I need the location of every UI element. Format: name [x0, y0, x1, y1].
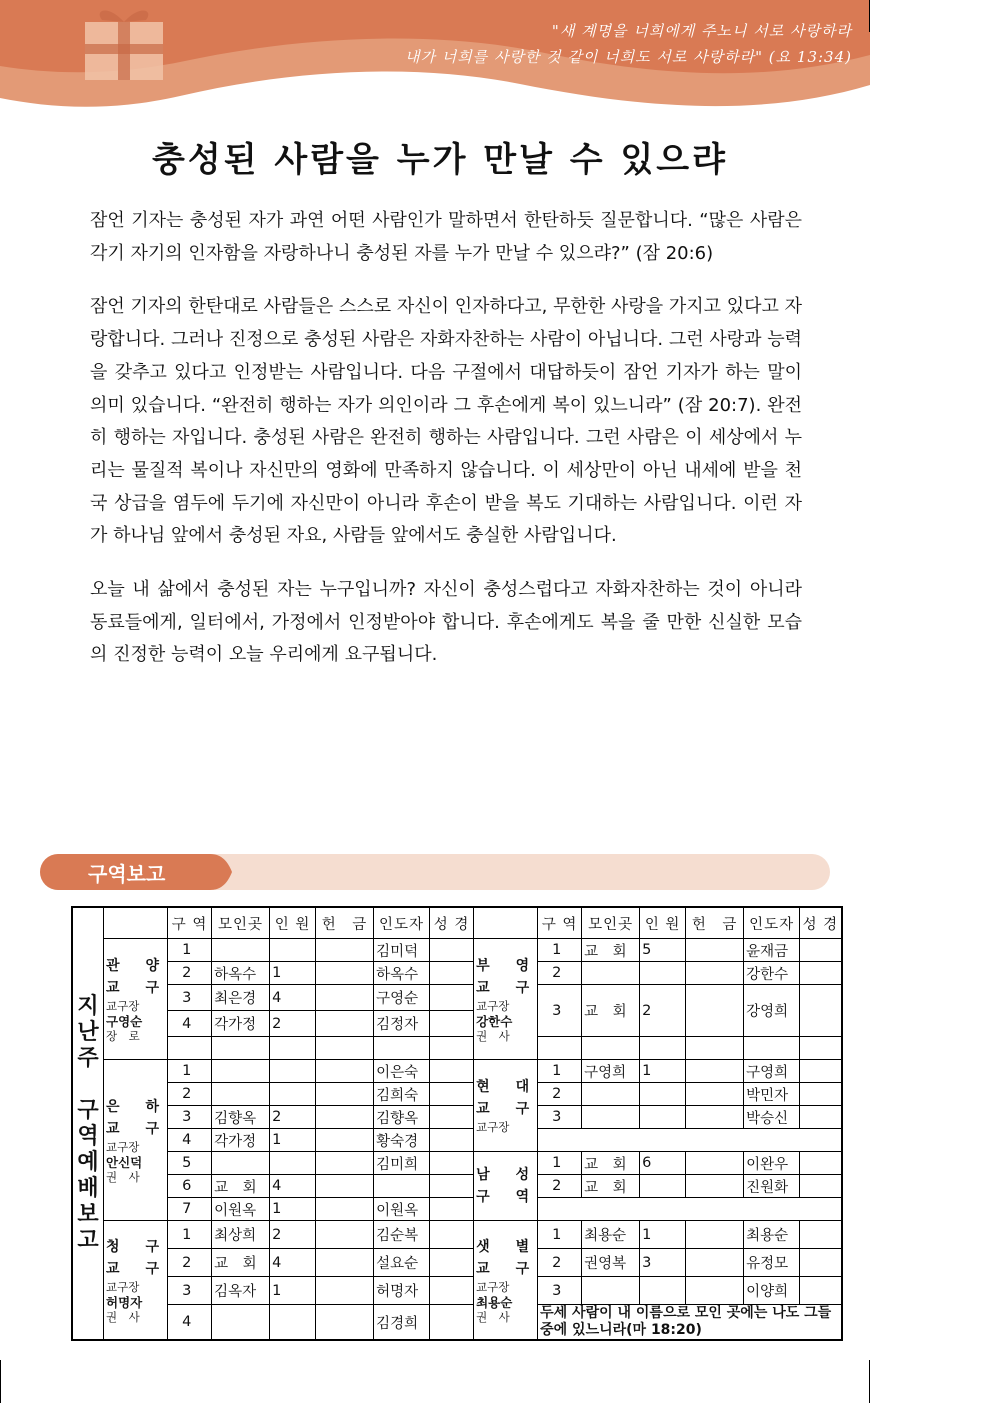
- attendance: [640, 1037, 686, 1060]
- leader: 김경희: [374, 1305, 430, 1341]
- district-report-table: [71, 906, 843, 1341]
- offering: [316, 1175, 374, 1198]
- leader: 유정모: [744, 1249, 800, 1277]
- meeting-place: 구영희: [582, 1060, 640, 1083]
- meeting-place: [212, 1083, 270, 1106]
- verse-line-2: 내가 너희를 사랑한 것 같이 너희도 서로 사랑하라" (요 13:34): [404, 48, 852, 66]
- attendance: 1: [640, 1221, 686, 1249]
- table-row: [72, 1198, 842, 1221]
- column-header: 헌 금: [686, 907, 744, 939]
- leader: 김희숙: [374, 1083, 430, 1106]
- row-number: 1: [168, 1060, 212, 1083]
- scripture-quote: 두세 사람이 내 이름으로 모인 곳에는 나도 그들 중에 있느니라(마 18:20): [538, 1305, 842, 1341]
- leader: 구영희: [744, 1060, 800, 1083]
- district-leader-name: 허명자: [106, 1294, 143, 1310]
- row-number: 2: [168, 1083, 212, 1106]
- district-group-label: [474, 1221, 538, 1341]
- district-leader-role: 교구장: [106, 998, 140, 1013]
- attendance: 2: [270, 1011, 316, 1037]
- verse-line-1: "새 계명을 너희에게 주노니 서로 사랑하라: [551, 22, 852, 40]
- meeting-place: [582, 962, 640, 985]
- meeting-place: 최상희: [212, 1221, 270, 1249]
- district-name: 현 대: [476, 1079, 536, 1095]
- attendance: [270, 1305, 316, 1341]
- attendance: [640, 1083, 686, 1106]
- meeting-place: [582, 1083, 640, 1106]
- attendance: 3: [640, 1249, 686, 1277]
- row-number: 2: [538, 962, 582, 985]
- meeting-place: [212, 1037, 270, 1060]
- scripture: [800, 962, 842, 985]
- row-number: 2: [168, 962, 212, 985]
- table-header-row: [72, 907, 842, 939]
- scripture: [800, 1037, 842, 1060]
- row-number: 4: [168, 1011, 212, 1037]
- offering: [316, 1083, 374, 1106]
- row-number: 3: [538, 1277, 582, 1305]
- district-name: 교 구: [106, 1260, 166, 1277]
- table-row: [72, 1129, 842, 1152]
- scripture: [800, 1175, 842, 1198]
- offering: [316, 1060, 374, 1083]
- district-name: 부 영: [476, 957, 536, 974]
- district-group-label: [474, 939, 538, 1060]
- meeting-place: 각가정: [212, 1011, 270, 1037]
- district-group-label: [104, 1060, 168, 1221]
- row-number: 3: [168, 985, 212, 1011]
- district-group-label: [104, 1221, 168, 1341]
- district-leader-role: 교구장: [106, 1279, 140, 1294]
- district-name: 은 하: [106, 1098, 166, 1115]
- column-header: 모인곳: [582, 907, 640, 939]
- table-row: [72, 1083, 842, 1106]
- meeting-place: 하옥수: [212, 962, 270, 985]
- district-leader-title: 권 사: [476, 1309, 510, 1324]
- meeting-place: [212, 939, 270, 962]
- meeting-place: 교 회: [582, 985, 640, 1037]
- meeting-place: 교 회: [582, 1152, 640, 1175]
- leader: 허명자: [374, 1277, 430, 1305]
- scripture: [430, 1011, 474, 1037]
- scripture: [430, 962, 474, 985]
- district-leader-title: 권 사: [106, 1169, 140, 1184]
- leader: 강영희: [744, 985, 800, 1037]
- offering: [316, 939, 374, 962]
- district-group-label: [104, 939, 168, 1060]
- leader: 강한수: [744, 962, 800, 985]
- scripture: [430, 1249, 474, 1277]
- meeting-place: 교 회: [582, 939, 640, 962]
- scripture: [800, 1060, 842, 1083]
- scripture: [800, 939, 842, 962]
- meeting-place: [212, 1152, 270, 1175]
- table-row: [72, 1277, 842, 1305]
- table-row: [72, 1221, 842, 1249]
- column-header: 헌 금: [316, 907, 374, 939]
- scripture: [430, 1198, 474, 1221]
- meeting-place: [212, 1305, 270, 1341]
- offering: [316, 962, 374, 985]
- row-number: 1: [538, 939, 582, 962]
- meeting-place: [582, 1106, 640, 1129]
- row-number: [538, 1037, 582, 1060]
- row-number: 1: [168, 1221, 212, 1249]
- row-number: 2: [538, 1083, 582, 1106]
- attendance: 6: [640, 1152, 686, 1175]
- table-row: [72, 1249, 842, 1277]
- row-number: 6: [168, 1175, 212, 1198]
- meeting-place: [212, 1060, 270, 1083]
- row-number: [168, 1037, 212, 1060]
- attendance: [640, 1106, 686, 1129]
- leader: 이양희: [744, 1277, 800, 1305]
- district-name: 남 성: [476, 1167, 536, 1183]
- attendance: [270, 1083, 316, 1106]
- scripture: [800, 1083, 842, 1106]
- offering: [316, 1249, 374, 1277]
- leader: 진원화: [744, 1175, 800, 1198]
- table-row: [72, 1175, 842, 1198]
- meeting-place: [582, 1037, 640, 1060]
- leader: 이완우: [744, 1152, 800, 1175]
- attendance: 2: [270, 1106, 316, 1129]
- leader: 김순복: [374, 1221, 430, 1249]
- header-blank: [104, 907, 168, 939]
- meeting-place: 각가정: [212, 1129, 270, 1152]
- column-header: 성 경: [800, 907, 842, 939]
- offering: [686, 962, 744, 985]
- leader: 박승신: [744, 1106, 800, 1129]
- attendance: [270, 1060, 316, 1083]
- offering: [686, 1152, 744, 1175]
- row-number: 3: [168, 1277, 212, 1305]
- scripture: [430, 939, 474, 962]
- scripture: [430, 1305, 474, 1341]
- header-blank: [474, 907, 538, 939]
- leader: [744, 1037, 800, 1060]
- district-leader-title: 권 사: [476, 1028, 510, 1043]
- attendance: 5: [640, 939, 686, 962]
- attendance: 1: [270, 1277, 316, 1305]
- district-name: 교 구: [476, 979, 536, 996]
- scripture: [430, 985, 474, 1011]
- paragraph: 잠언 기자의 한탄대로 사람들은 스스로 자신이 인자하다고, 무한한 사랑을 가지고 있다고 자랑합니다. 그러나 진정으로 충성된 사람은 자화자찬하는 사람이 아닙니다. 그런 사랑과 능력을 갖추고 있다고 인정받는 사람입니다. 다음 구절에서 대답하듯이 잠언 기자가 하는 말이 의미 있습니다. “완전히 행하는 자가 의인이라 그 후손에게 복이 있느니라” (잠 20:7). 완전히 행하는 자입니다. 충성된 사람은 완전히 행하는 사람입니다. 그런 사람은 이 세상에서 누리는 물질적 복이나 자신만의 영화에 만족하지 않습니다. 이 세상만이 아닌 내세에 받을 천국 상급을 염두에 두기에 자신만이 아니라 후손이 받을 복도 기대하는 사람입니다. 이런 자가 하나님 앞에서 충성된 자요, 사람들 앞에서도 충실한 사람입니다.: [90, 296, 803, 547]
- district-name: 샛 별: [476, 1238, 536, 1255]
- offering: [686, 1249, 744, 1277]
- district-name: 교 구: [476, 1101, 536, 1117]
- district-leader-role: 교구장: [476, 1120, 510, 1134]
- district-leader-name: 최용순: [476, 1294, 513, 1310]
- attendance: [270, 939, 316, 962]
- row-number: 2: [168, 1249, 212, 1277]
- column-header: 인도자: [744, 907, 800, 939]
- meeting-place: [582, 1277, 640, 1305]
- offering: [686, 985, 744, 1037]
- table-row: [72, 962, 842, 985]
- meeting-place: 최용순: [582, 1221, 640, 1249]
- scripture: [430, 1277, 474, 1305]
- row-number: 3: [538, 1106, 582, 1129]
- row-number: 3: [168, 1106, 212, 1129]
- attendance: [270, 1152, 316, 1175]
- offering: [686, 1037, 744, 1060]
- meeting-place: 교 회: [212, 1175, 270, 1198]
- row-number: 4: [168, 1305, 212, 1341]
- offering: [686, 1175, 744, 1198]
- scripture: [430, 1129, 474, 1152]
- leader: 이원옥: [374, 1198, 430, 1221]
- district-name: 교 구: [476, 1260, 536, 1277]
- row-number: 5: [168, 1152, 212, 1175]
- leader: 황숙경: [374, 1129, 430, 1152]
- offering: [316, 1305, 374, 1341]
- district-name: 구 역: [476, 1189, 536, 1205]
- page-divider-left-bottom: [0, 1360, 1, 1403]
- district-name: 청 구: [106, 1238, 166, 1255]
- attendance: 1: [270, 1198, 316, 1221]
- article-body: [90, 205, 802, 693]
- offering: [686, 1221, 744, 1249]
- district-name: 교 구: [106, 1120, 166, 1137]
- offering: [316, 1106, 374, 1129]
- attendance: [640, 962, 686, 985]
- scripture: [430, 1152, 474, 1175]
- meeting-place: 권영복: [582, 1249, 640, 1277]
- meeting-place: 최은경: [212, 985, 270, 1011]
- report-side-label: 지 난 주 구 역 예 배 보 고: [72, 907, 104, 1340]
- leader: [374, 1037, 430, 1060]
- leader: 김정자: [374, 1011, 430, 1037]
- leader: 김향옥: [374, 1106, 430, 1129]
- district-leader-role: 교구장: [106, 1139, 140, 1154]
- district-name: 관 양: [106, 957, 166, 974]
- meeting-place: 교 회: [582, 1175, 640, 1198]
- table-row: [72, 939, 842, 962]
- scripture: [800, 1277, 842, 1305]
- attendance: [640, 1175, 686, 1198]
- offering: [686, 1060, 744, 1083]
- district-leader-name: 강한수: [476, 1013, 513, 1029]
- row-number: 3: [538, 985, 582, 1037]
- offering: [316, 1129, 374, 1152]
- meeting-place: 김옥자: [212, 1277, 270, 1305]
- offering: [316, 1198, 374, 1221]
- page-title: 충성된 사람을 누가 만날 수 있으랴: [152, 140, 728, 180]
- column-header: 인 원: [270, 907, 316, 939]
- offering: [686, 939, 744, 962]
- row-number: 2: [538, 1249, 582, 1277]
- leader: [374, 1175, 430, 1198]
- table-row: [72, 1037, 842, 1060]
- scripture: [800, 1221, 842, 1249]
- leader: 윤재금: [744, 939, 800, 962]
- district-leader-name: 구영순: [106, 1013, 143, 1029]
- row-number: 1: [538, 1221, 582, 1249]
- attendance: 1: [640, 1060, 686, 1083]
- page-divider-right-bottom: [869, 1360, 870, 1403]
- district-group-label: [474, 1152, 538, 1221]
- district-leader-role: 교구장: [476, 998, 510, 1013]
- column-header: 인 원: [640, 907, 686, 939]
- leader: 최용순: [744, 1221, 800, 1249]
- attendance: 2: [640, 985, 686, 1037]
- meeting-place: 교 회: [212, 1249, 270, 1277]
- scripture: [430, 1083, 474, 1106]
- table-row: [72, 1152, 842, 1175]
- attendance: 4: [270, 1175, 316, 1198]
- attendance: [640, 1277, 686, 1305]
- attendance: [270, 1037, 316, 1060]
- attendance: 1: [270, 962, 316, 985]
- scripture: [800, 1249, 842, 1277]
- offering: [686, 1083, 744, 1106]
- table-row: [72, 1106, 842, 1129]
- blank-row: [538, 1129, 842, 1152]
- attendance: 1: [270, 1129, 316, 1152]
- page-divider-right: [869, 0, 870, 32]
- district-leader-title: 장 로: [106, 1028, 140, 1043]
- leader: 이은숙: [374, 1060, 430, 1083]
- attendance: 2: [270, 1221, 316, 1249]
- section-title: 구역보고: [88, 862, 166, 886]
- column-header: 구 역: [168, 907, 212, 939]
- district-group-label: [474, 1060, 538, 1152]
- leader: 설요순: [374, 1249, 430, 1277]
- column-header: 구 역: [538, 907, 582, 939]
- column-header: 인도자: [374, 907, 430, 939]
- blank-row: [538, 1198, 842, 1221]
- meeting-place: 김향옥: [212, 1106, 270, 1129]
- scripture: [800, 1106, 842, 1129]
- scripture: [430, 1060, 474, 1083]
- offering: [686, 1277, 744, 1305]
- leader: 하옥수: [374, 962, 430, 985]
- scripture: [800, 1152, 842, 1175]
- offering: [316, 1011, 374, 1037]
- table-row: [72, 1305, 842, 1341]
- offering: [316, 1037, 374, 1060]
- leader: 박민자: [744, 1083, 800, 1106]
- row-number: 4: [168, 1129, 212, 1152]
- district-leader-role: 교구장: [476, 1279, 510, 1294]
- row-number: 1: [538, 1152, 582, 1175]
- column-header: 성 경: [430, 907, 474, 939]
- row-number: 1: [538, 1060, 582, 1083]
- district-leader-name: 안신덕: [106, 1154, 143, 1170]
- scripture: [430, 1175, 474, 1198]
- paragraph: 잠언 기자는 충성된 자가 과연 어떤 사람인가 말하면서 한탄하듯 질문합니다. “많은 사람은 각기 자기의 인자함을 자랑하나니 충성된 자를 누가 만날 수 있으랴?” (잠 20:6): [90, 210, 802, 264]
- district-name: 교 구: [106, 979, 166, 996]
- row-number: 2: [538, 1175, 582, 1198]
- paragraph: 오늘 내 삶에서 충성된 자는 누구입니까? 자신이 충성스럽다고 자화자찬하는 것이 아니라 동료들에게, 일터에서, 가정에서 인정받아야 합니다. 후손에게도 복을 줄 만한 신실한 모습의 진정한 능력이 오늘 우리에게 요구됩니다.: [90, 579, 802, 666]
- attendance: 4: [270, 1249, 316, 1277]
- offering: [316, 985, 374, 1011]
- scripture: [430, 1106, 474, 1129]
- offering: [316, 1221, 374, 1249]
- row-number: 1: [168, 939, 212, 962]
- leader: 구영순: [374, 985, 430, 1011]
- table-row: [72, 1060, 842, 1083]
- offering: [686, 1106, 744, 1129]
- column-header: 모인곳: [212, 907, 270, 939]
- attendance: 4: [270, 985, 316, 1011]
- row-number: 7: [168, 1198, 212, 1221]
- offering: [316, 1277, 374, 1305]
- table-row: [72, 985, 842, 1011]
- scripture: [800, 985, 842, 1037]
- leader: 김미덕: [374, 939, 430, 962]
- offering: [316, 1152, 374, 1175]
- leader: 김미희: [374, 1152, 430, 1175]
- meeting-place: 이원옥: [212, 1198, 270, 1221]
- district-leader-title: 권 사: [106, 1309, 140, 1324]
- scripture: [430, 1037, 474, 1060]
- scripture: [430, 1221, 474, 1249]
